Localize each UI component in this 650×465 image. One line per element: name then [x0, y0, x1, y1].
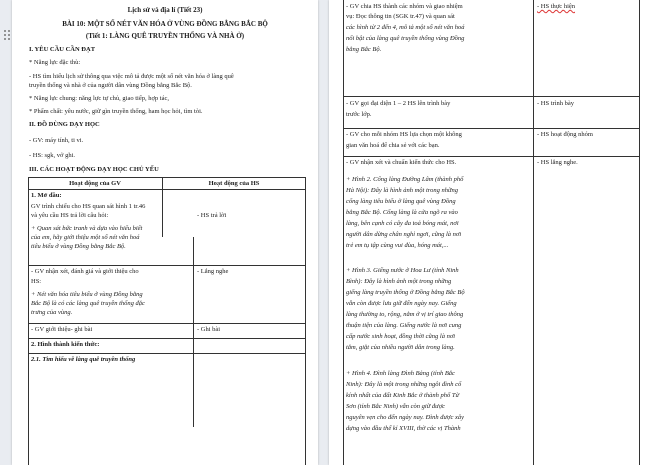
text-line: truyền thống và nhà ở của người dân vùng Đồng bằng Bắc Bộ.	[29, 82, 192, 89]
section-heading-requirements: I. YÊU CẦU CẦN ĐẠT	[29, 46, 96, 53]
table-cell-student: - HS trả lời	[197, 212, 227, 219]
table-cell-text: + Nét văn hóa tiêu biểu ở vùng Đồng bằng	[31, 291, 143, 298]
document-page-left	[12, 0, 318, 465]
document-page-right	[329, 0, 650, 465]
text-line: - HS tìm hiểu lịch sử thông qua việc mô tả được một số nét văn hóa ở làng quê	[29, 73, 234, 80]
table-cell-student: - HS thực hiện	[537, 3, 576, 10]
table-cell-text: trước lớp.	[346, 111, 372, 118]
description-line: thuận tiện của làng. Giếng nước là nơi cung	[346, 322, 462, 329]
description-line: + Hình 3. Giếng nước ở Hoa Lư (tỉnh Ninh	[346, 267, 459, 274]
table-cell-text: vụ: Đọc thông tin (SGK tr.47) và quan sát	[346, 13, 455, 20]
table-cell-student: - HS hoạt động nhóm	[537, 131, 593, 138]
table-cell-text: HS:	[31, 278, 42, 285]
description-line: trẻ em tụ tập cùng vui đùa, hóng mát,...	[346, 242, 449, 249]
table-cell-text: GV trình chiếu cho HS quan sát hình 1 tr.46	[31, 203, 146, 210]
text-line: * Phẩm chất: yêu nước, giữ gìn truyền thống, ham học hỏi, tìm tòi.	[29, 108, 203, 115]
description-line: người dân dừng chân nghỉ ngơi, cũng là nơi	[346, 231, 462, 238]
table-cell-text: - GV chia HS thành các nhóm và giao nhiệm	[346, 3, 463, 10]
table-cell-text: + Quan sát bức tranh và dựa vào hiểu biết	[31, 225, 143, 232]
table-cell-text: gian văn hoá để chia sẻ với các bạn.	[346, 142, 440, 149]
description-line: làng thường to, rộng, nằm ở vị trí giao thông	[346, 311, 464, 318]
document-title: Lịch sử và địa lí (Tiết 23)	[127, 6, 203, 14]
table-cell-text: - GV cho mỗi nhóm HS lựa chọn một không	[346, 131, 462, 138]
description-line: giếng làng truyền thống ở Đồng bằng Bắc Bộ	[346, 289, 465, 296]
description-line: cổng làng tiêu biểu ở làng quê vùng Đồng	[346, 198, 456, 205]
activity-table	[28, 177, 306, 465]
description-figure-3	[346, 267, 465, 355]
lesson-title: BÀI 10: MỘT SỐ NÉT VĂN HÓA Ở VÙNG ĐỒNG BẰNG BẮC BỘ	[62, 20, 268, 28]
table-cell-text: nổi bật của làng quê truyền thống vùng Đồng	[346, 35, 465, 42]
description-line: Hà Nội): Đây là hình ảnh một trong những	[346, 187, 458, 194]
description-figure-2	[346, 176, 463, 253]
table-cell-text: và yêu cầu HS trả lời câu hỏi:	[31, 212, 109, 219]
section-heading-activities: III. CÁC HOẠT ĐỘNG DẠY HỌC CHỦ YẾU	[29, 166, 159, 173]
description-line: Ninh): Đây là một trong những ngôi đình cổ	[346, 381, 462, 388]
table-cell-text: của em, hãy giới thiệu một số nét văn hoá	[31, 234, 140, 241]
description-line: Sơn (tỉnh Bắc Ninh) vẫn còn giữ được	[346, 403, 446, 410]
table-cell-text: - GV nhận xét, đánh giá và giới thiệu cho	[31, 268, 139, 275]
table-cell-student: - HS lắng nghe.	[537, 159, 578, 166]
table-header-student: Hoạt động của HS	[208, 180, 260, 187]
table-cell-text: tiêu biểu ở vùng Đồng bằng Bắc Bộ.	[31, 243, 126, 250]
description-line: cấp nước sinh hoạt, đồng thời cũng là nơi	[346, 333, 456, 340]
description-line: + Hình 2. Cổng làng Đường Lâm (thành phố	[346, 176, 464, 183]
period-title: (Tiết 1: LÀNG QUÊ TRUYỀN THỐNG VÀ NHÀ Ở)	[85, 32, 245, 40]
description-line: bằng Bắc Bộ. Cổng làng là cửa ngõ ra vào	[346, 209, 458, 216]
description-line: Bình): Đây là hình ảnh một trong những	[346, 278, 452, 285]
table-cell-student: - Ghi bài	[197, 326, 221, 333]
table-row-heading: 2.1. Tìm hiểu về làng quê truyền thống	[31, 356, 136, 363]
description-line: tắm, giặt của nhiều người dân trong làng.	[346, 344, 455, 351]
table-cell-text: Bắc Bộ là có các làng quê truyền thống đặc	[31, 300, 145, 307]
description-line: nguyên vẹn cho đến ngày nay. Đình được xây	[346, 414, 465, 421]
text-line: - GV: máy tính, ti vi.	[29, 137, 84, 144]
table-cell-text: - GV nhận xét và chuẩn kiến thức cho HS.	[346, 159, 457, 166]
description-figure-4	[346, 370, 464, 436]
table-row-heading: 1. Mở đầu:	[31, 192, 62, 199]
description-line: + Hình 4. Đình làng Đình Bảng (tỉnh Bắc	[346, 370, 455, 377]
description-line: dựng vào đầu thế kỉ XVIII, thờ các vị Thành	[346, 425, 461, 432]
description-line: vẫn còn được lưu giữ đến ngày nay. Giếng	[346, 300, 457, 307]
table-cell-student: - Lắng nghe	[197, 268, 229, 275]
table-cell-text: - GV gọi đại diện 1 – 2 HS lên trình bày	[346, 100, 451, 107]
table-cell-text: - GV giới thiệu- ghi bài	[31, 326, 93, 333]
table-cell-student: - HS trình bày	[537, 100, 575, 107]
text-line: - HS: sgk, vở ghi.	[29, 152, 76, 159]
text-line: * Năng lực chung: năng lực tự chủ, giao tiếp, hợp tác,	[29, 95, 169, 102]
table-row-heading: 2. Hình thành kiến thức:	[31, 341, 100, 348]
text-line: * Năng lực đặc thù:	[29, 59, 81, 66]
description-line: kính nhất của đất Kinh Bắc ở thành phố Từ	[346, 392, 459, 399]
table-header-teacher: Hoạt động của GV	[69, 180, 121, 187]
section-heading-materials: II. ĐỒ DÙNG DẠY HỌC	[29, 121, 100, 128]
table-cell-text: các hình từ 2 đến 4, mô tả một số nét văn hoá	[346, 24, 465, 31]
table-cell-text: bằng Bắc Bộ.	[346, 46, 382, 53]
description-line: làng, bên cạnh có cây đa toả bóng mát, nơi	[346, 220, 459, 227]
table-cell-text: trưng của vùng.	[31, 309, 73, 316]
